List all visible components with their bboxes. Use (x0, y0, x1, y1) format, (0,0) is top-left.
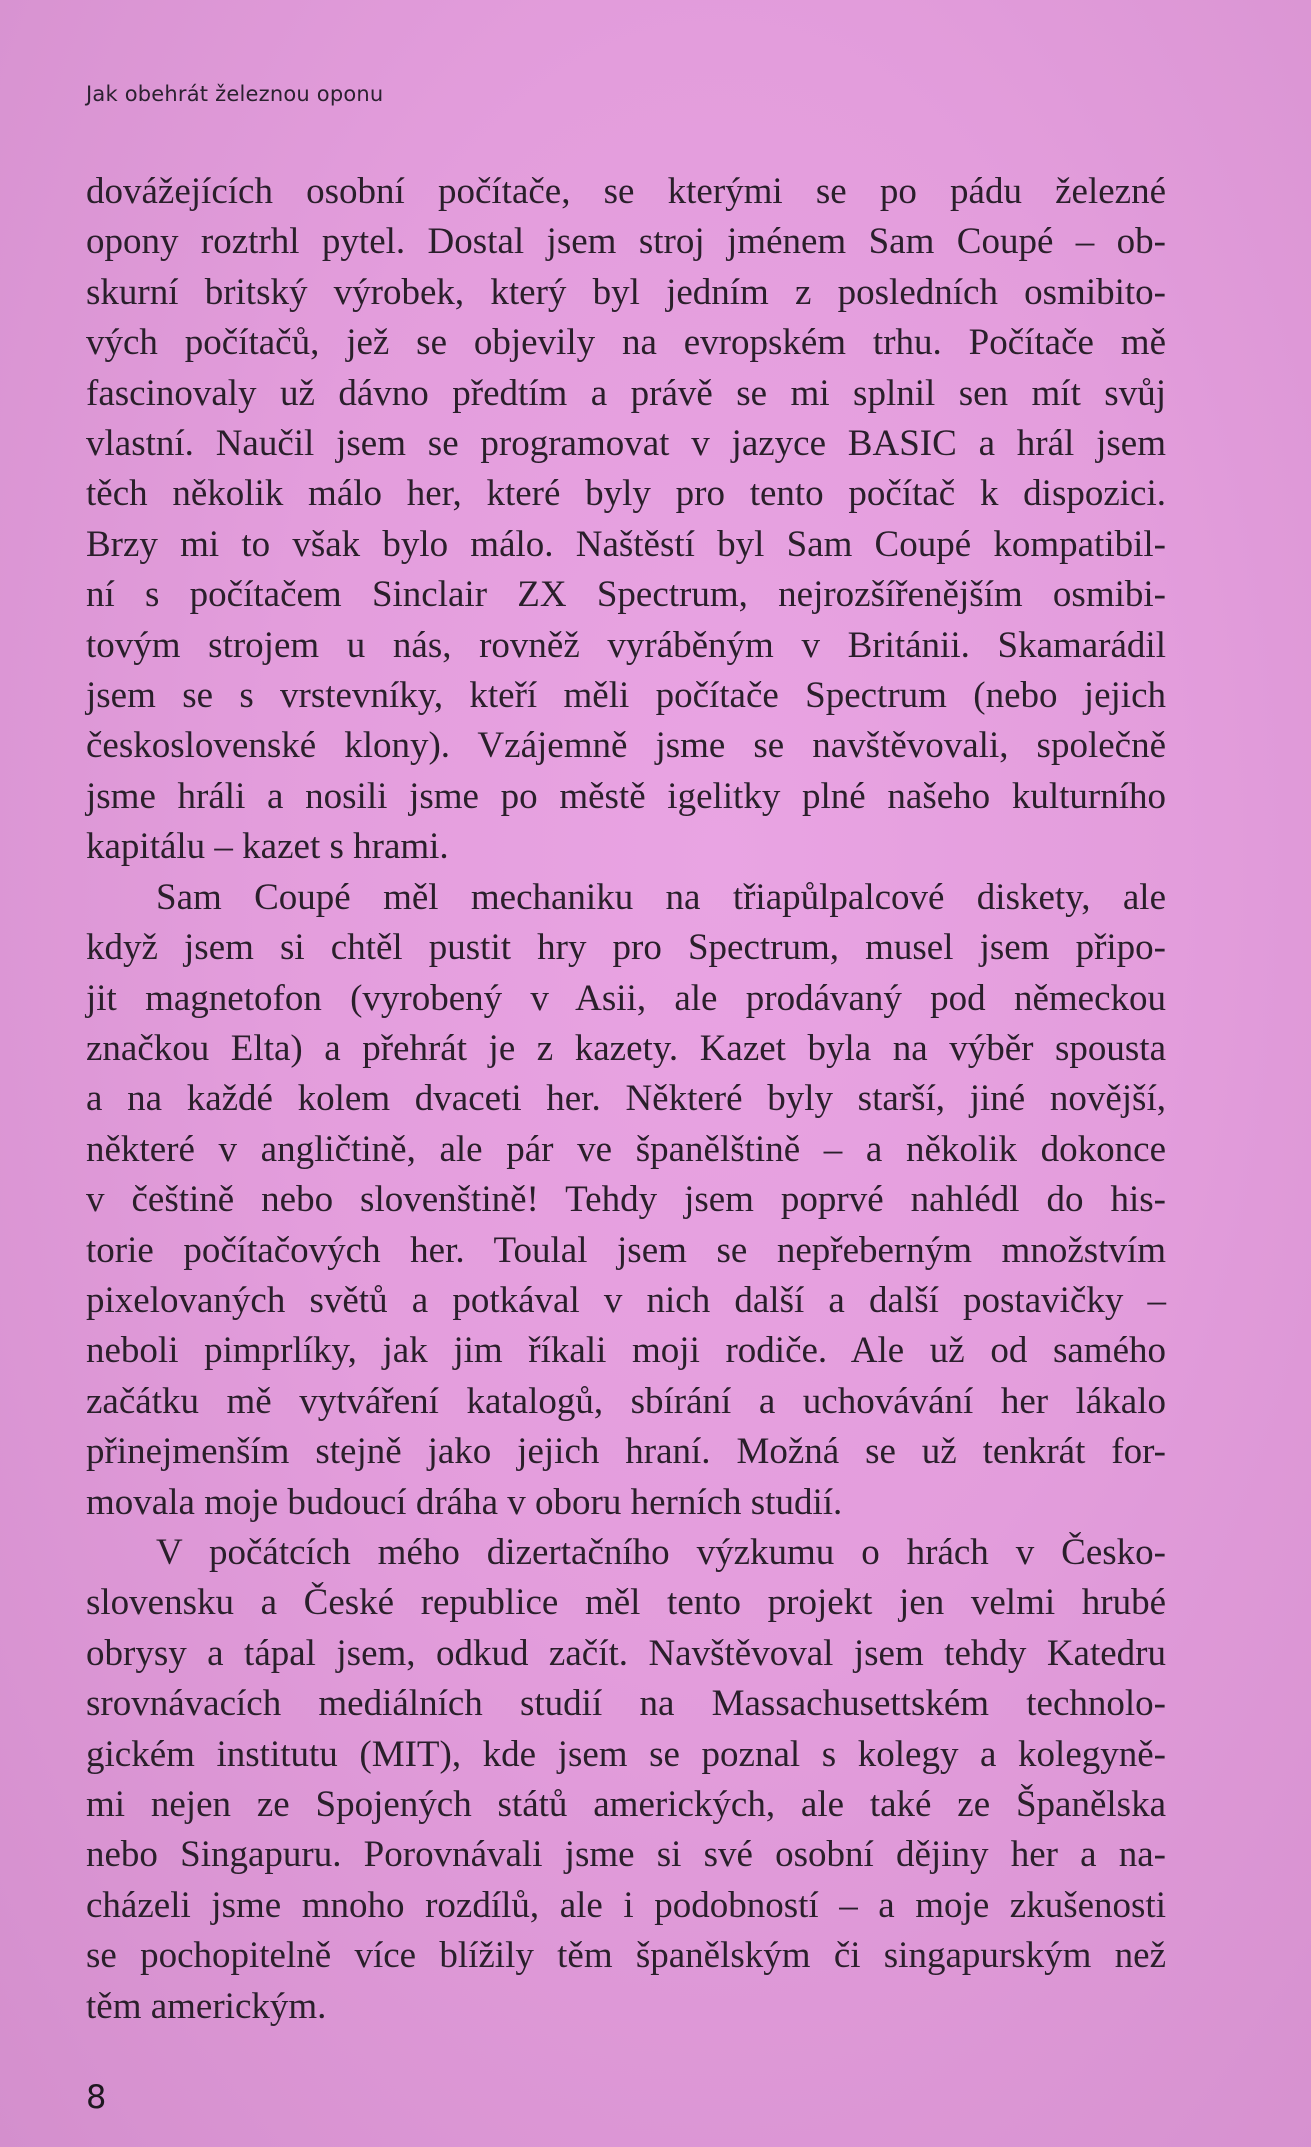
page-number: 8 (86, 2078, 107, 2116)
text-line: jsme hráli a nosili jsme po městě igelitky plné našeho kulturního (86, 775, 1166, 817)
text-line: v češtině nebo slovenštině! Tehdy jsem poprvé nahlédl do his- (86, 1179, 1166, 1221)
text-line: dovážejících osobní počítače, se kterými se po pádu železné (86, 171, 1166, 212)
text-line: začátku mě vytváření katalogů, sbírání a uchovávání her lákalo (86, 1380, 1166, 1422)
text-line: se pochopitelně více blížily těm španělským či singapurským než (86, 1935, 1166, 1977)
text-line: vých počítačů, jež se objevily na evropském trhu. Počítače mě (86, 322, 1166, 364)
text-line: přinejmenším stejně jako jejich hraní. Možná se už tenkrát for- (86, 1431, 1166, 1473)
text-line: nebo Singapuru. Porovnávali jsme si své osobní dějiny her a na- (86, 1834, 1166, 1876)
text-line: značkou Elta) a přehrát je z kazety. Kazet byla na výběr spousta (86, 1027, 1166, 1069)
text-line: obrysy a tápal jsem, odkud začít. Navštěvoval jsem tehdy Katedru (86, 1632, 1166, 1674)
text-line: mi nejen ze Spojených států amerických, ale také ze Španělska (86, 1784, 1166, 1825)
paragraph (86, 873, 1166, 1528)
text-line: cházeli jsme mnoho rozdílů, ale i podobností – a moje zkušenosti (86, 1884, 1166, 1926)
text-line: jsem se s vrstevníky, kteří měli počítače Spectrum (nebo jejich (86, 675, 1166, 717)
text-line: některé v angličtině, ale pár ve španělštině – a několik dokonce (86, 1128, 1166, 1170)
text-line: vlastní. Naučil jsem se programovat v jazyce BASIC a hrál jsem (86, 423, 1166, 465)
body-text (86, 167, 1166, 2032)
text-line: ní s počítačem Sinclair ZX Spectrum, nejrozšířenějším osmibi- (86, 574, 1166, 616)
text-line: V počátcích mého dizertačního výzkumu o hrách v Česko- (156, 1531, 1166, 1573)
text-line: když jsem si chtěl pustit hry pro Spectrum, musel jsem připo- (86, 927, 1166, 969)
text-line: fascinovaly už dávno předtím a právě se mi splnil sen mít svůj (86, 372, 1166, 414)
text-line: tovým strojem u nás, rovněž vyráběným v Británii. Skamarádil (86, 624, 1166, 666)
running-header: Jak obehrát železnou oponu (86, 82, 384, 106)
text-line: jit magnetofon (vyrobený v Asii, ale prodávaný pod německou (86, 977, 1166, 1019)
text-line: gickém institutu (MIT), kde jsem se poznal s kolegy a kolegyně- (86, 1733, 1166, 1775)
text-line: skurní britský výrobek, který byl jedním z posledních osmibito- (86, 271, 1166, 313)
text-line: Sam Coupé měl mechaniku na třiapůlpalcové diskety, ale (156, 876, 1166, 918)
text-line: torie počítačových her. Toulal jsem se nepřeberným množstvím (86, 1229, 1166, 1271)
text-line: neboli pimprlíky, jak jim říkali moji rodiče. Ale už od samého (86, 1330, 1166, 1372)
text-line: Brzy mi to však bylo málo. Naštěstí byl Sam Coupé kompatibil- (86, 523, 1166, 565)
text-line: srovnávacích mediálních studií na Massachusettském technolo- (86, 1683, 1166, 1725)
text-line: těch několik málo her, které byly pro tento počítač k dispozici. (86, 473, 1166, 515)
paragraph (86, 1528, 1166, 2032)
text-line: opony roztrhl pytel. Dostal jsem stroj jménem Sam Coupé – ob- (86, 221, 1166, 263)
text-line: československé klony). Vzájemně jsme se navštěvovali, společně (86, 725, 1166, 767)
text-line: kapitálu – kazet s hrami. (86, 826, 449, 868)
text-line: movala moje budoucí dráha v oboru herních studií. (86, 1481, 843, 1523)
text-line: těm americkým. (86, 1985, 327, 2027)
text-line: slovensku a České republice měl tento projekt jen velmi hrubé (86, 1582, 1166, 1624)
paragraph (86, 167, 1166, 873)
text-line: pixelovaných světů a potkával v nich další a další postavičky – (86, 1279, 1166, 1321)
text-line: a na každé kolem dvaceti her. Některé byly starší, jiné novější, (86, 1078, 1166, 1120)
